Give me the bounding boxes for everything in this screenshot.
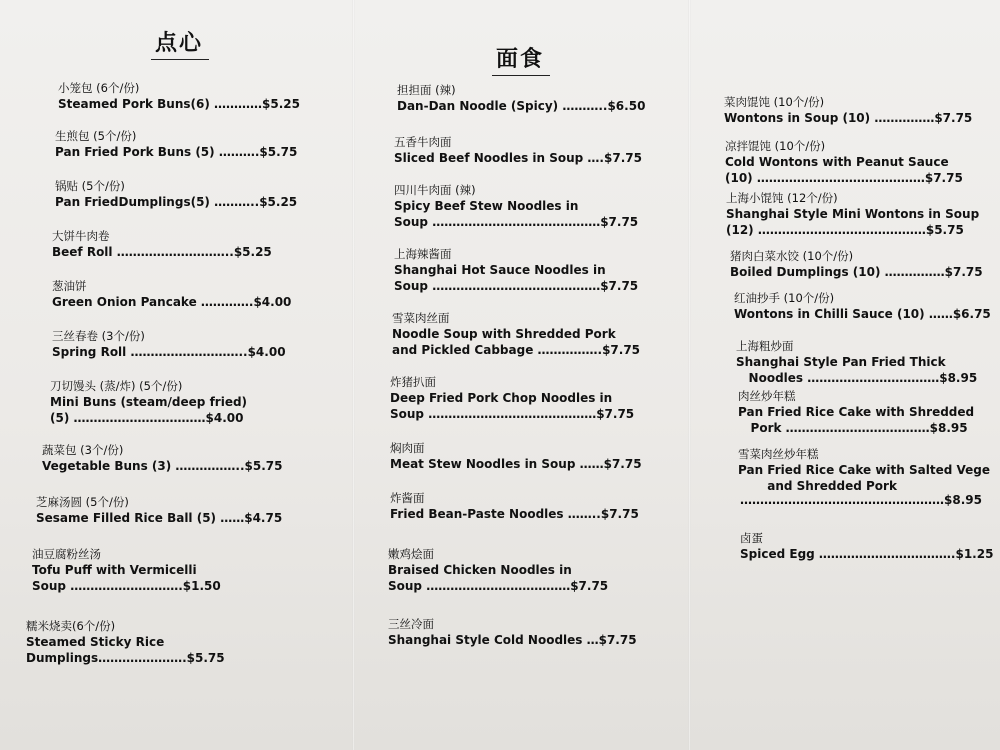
menu-item-english-name: Sesame Filled Rice Ball (5) ……$4.75 [36,511,283,525]
menu-item-chinese-name: 油豆腐粉丝汤 [32,547,101,561]
heading-underline [151,59,209,60]
menu-item-english-continuation: (10) ……………………………………$7.75 [725,171,963,185]
menu-item-chinese-name: 炸猪扒面 [390,375,436,389]
menu-item-english-name: Shanghai Style Cold Noodles …$7.75 [388,633,637,647]
menu-item-english-name: Dan-Dan Noodle (Spicy) ………..$6.50 [397,99,646,113]
menu-item-chinese-name: 三丝春卷 (3个/份) [52,329,145,343]
menu-item [394,182,638,230]
menu-item-english-name: Pan Fried Rice Cake with Salted Vege [738,463,990,477]
menu-item [736,338,977,386]
menu-item-english-name: Noodle Soup with Shredded Pork [392,327,616,341]
menu-item [390,374,634,422]
menu-item-english-continuation: Soup ……………………………………$7.75 [394,279,639,293]
menu-item [725,138,963,186]
menu-item-english-continuation: Dumplings………………….$5.75 [26,651,225,665]
menu-item-english-continuation: Soup ………………………………$7.75 [388,579,609,593]
menu-item [726,190,979,238]
menu-item [32,546,221,594]
menu-item-chinese-name: 上海粗炒面 [736,339,794,353]
menu-item-chinese-name: 焖肉面 [390,441,425,455]
menu-item [392,310,640,358]
menu-item [50,378,247,426]
fold-line [688,0,691,750]
menu-item [52,328,286,360]
menu-item-english-name: ……………………………………………$8.95 [740,493,982,507]
menu-item-chinese-name: 五香牛肉面 [394,135,452,149]
menu-item-chinese-name: 雪菜肉丝炒年糕 [738,447,819,461]
heading-underline [492,75,550,76]
menu-item-chinese-name: 菜肉馄饨 (10个/份) [724,95,825,109]
menu-item-english-continuation: Pork ………………………………$8.95 [738,421,968,435]
menu-item [388,616,637,648]
menu-item-chinese-name: 卤蛋 [740,531,763,545]
menu-item-chinese-name: 凉拌馄饨 (10个/份) [725,139,826,153]
menu-item-chinese-name: 担担面 (辣) [397,83,456,97]
menu-item-english-name: Steamed Pork Buns(6) …………$5.25 [58,97,300,111]
menu-item-english-name: Wontons in Chilli Sauce (10) ……$6.75 [734,307,991,321]
menu-item [26,618,225,666]
menu-item [738,388,974,436]
section-heading [496,42,544,73]
menu-item-english-name: Shanghai Style Mini Wontons in Soup [726,207,980,221]
section-heading [155,26,203,57]
menu-item-english-name: Meat Stew Noodles in Soup ……$7.75 [390,457,642,471]
menu-item-english-name: Wontons in Soup (10) ……………$7.75 [724,111,973,125]
menu-item-chinese-name: 糯米烧卖(6个/份) [26,619,116,633]
menu-item [394,246,638,294]
menu-item [390,490,639,522]
menu-item-chinese-name: 葱油饼 [52,279,87,293]
menu-item-chinese-name: 红油抄手 (10个/份) [734,291,835,305]
menu-item [740,530,993,562]
menu-item-english-name: Braised Chicken Noodles in [388,563,572,577]
menu-item-chinese-name: 雪菜肉丝面 [392,311,450,325]
menu-item-chinese-name: 蔬菜包 (3个/份) [42,443,124,457]
menu-item-chinese-name: 大饼牛肉卷 [52,229,110,243]
menu-item-chinese-name: 四川牛肉面 (辣) [394,183,476,197]
menu-item-english-name: Green Onion Pancake ………….$4.00 [52,295,292,309]
menu-item-chinese-name: 上海辣酱面 [394,247,452,261]
menu-item [55,128,297,160]
menu-item-english-name: Boiled Dumplings (10) ……………$7.75 [730,265,983,279]
menu-item-english-name: Tofu Puff with Vermicelli [32,563,197,577]
menu-item [738,446,990,494]
menu-item-chinese-name: 刀切馒头 (蒸/炸) (5个/份) [50,379,183,393]
section-heading-text: 面食 [496,46,545,72]
menu-item [58,80,300,112]
menu-item-english-name: Sliced Beef Noodles in Soup ….$7.75 [394,151,642,165]
menu-item-chinese-name: 肉丝炒年糕 [738,389,796,403]
menu-item-chinese-name: 小笼包 (6个/份) [58,81,140,95]
menu-item [36,494,282,526]
menu-item-english-continuation: (12) ……………………………………$5.75 [726,223,964,237]
menu-item-chinese-name: 上海小馄饨 (12个/份) [726,191,838,205]
menu-item-english-name: Spiced Egg …………………………….$1.25 [740,547,994,561]
menu-item-english-name: Pan FriedDumplings(5) ………..$5.25 [55,195,298,209]
menu-item-english-name: Pan Fried Rice Cake with Shredded [738,405,975,419]
menu-item [397,82,645,114]
menu-item [730,248,983,280]
section-heading-text: 点心 [155,30,204,56]
menu-item [52,278,291,310]
menu-item [55,178,297,210]
fold-line [352,0,355,750]
menu-item-english-continuation: (5) ……………………………$4.00 [50,411,244,425]
menu-item-english-continuation: Soup ……………………………………$7.75 [390,407,635,421]
menu-item [740,492,982,508]
menu-item-english-continuation: and Pickled Cabbage …………….$7.75 [392,343,641,357]
menu-item [394,134,642,166]
menu-item-chinese-name: 锅贴 (5个/份) [55,179,125,193]
menu-item-english-name: Spring Roll ………………………..$4.00 [52,345,286,359]
menu-item [734,290,991,322]
menu-item-english-name: Steamed Sticky Rice [26,635,165,649]
menu-item-english-name: Cold Wontons with Peanut Sauce [725,155,949,169]
menu-item-chinese-name: 猪肉白菜水饺 (10个/份) [730,249,854,263]
menu-item-english-continuation: Soup ……………………………………$7.75 [394,215,639,229]
menu-item [390,440,642,472]
menu-item [42,442,282,474]
menu-item-english-name: Pan Fried Pork Buns (5) ……….$5.75 [55,145,298,159]
menu-item-english-continuation: Noodles ……………………………$8.95 [736,371,978,385]
menu-item-chinese-name: 生煎包 (5个/份) [55,129,137,143]
menu-item-english-name: Shanghai Style Pan Fried Thick [736,355,946,369]
menu-item [724,94,972,126]
menu-item-english-name: Beef Roll ………………………..$5.25 [52,245,272,259]
menu-item-chinese-name: 炸酱面 [390,491,425,505]
menu-item [388,546,608,594]
menu-item-english-name: Fried Bean-Paste Noodles ……..$7.75 [390,507,639,521]
menu-item-chinese-name: 嫩鸡烩面 [388,547,434,561]
menu-item-english-name: Vegetable Buns (3) ……………..$5.75 [42,459,283,473]
menu-item-english-name: Mini Buns (steam/deep fried) [50,395,248,409]
menu-item-chinese-name: 芝麻汤圆 (5个/份) [36,495,129,509]
menu-item [52,228,272,260]
menu-item-english-continuation: Soup ……………………….$1.50 [32,579,221,593]
menu-item-english-name: Shanghai Hot Sauce Noodles in [394,263,606,277]
menu-item-english-name: Deep Fried Pork Chop Noodles in [390,391,613,405]
menu-item-chinese-name: 三丝冷面 [388,617,434,631]
menu-item-english-name: Spicy Beef Stew Noodles in [394,199,579,213]
menu-item-english-continuation: and Shredded Pork [738,479,897,493]
